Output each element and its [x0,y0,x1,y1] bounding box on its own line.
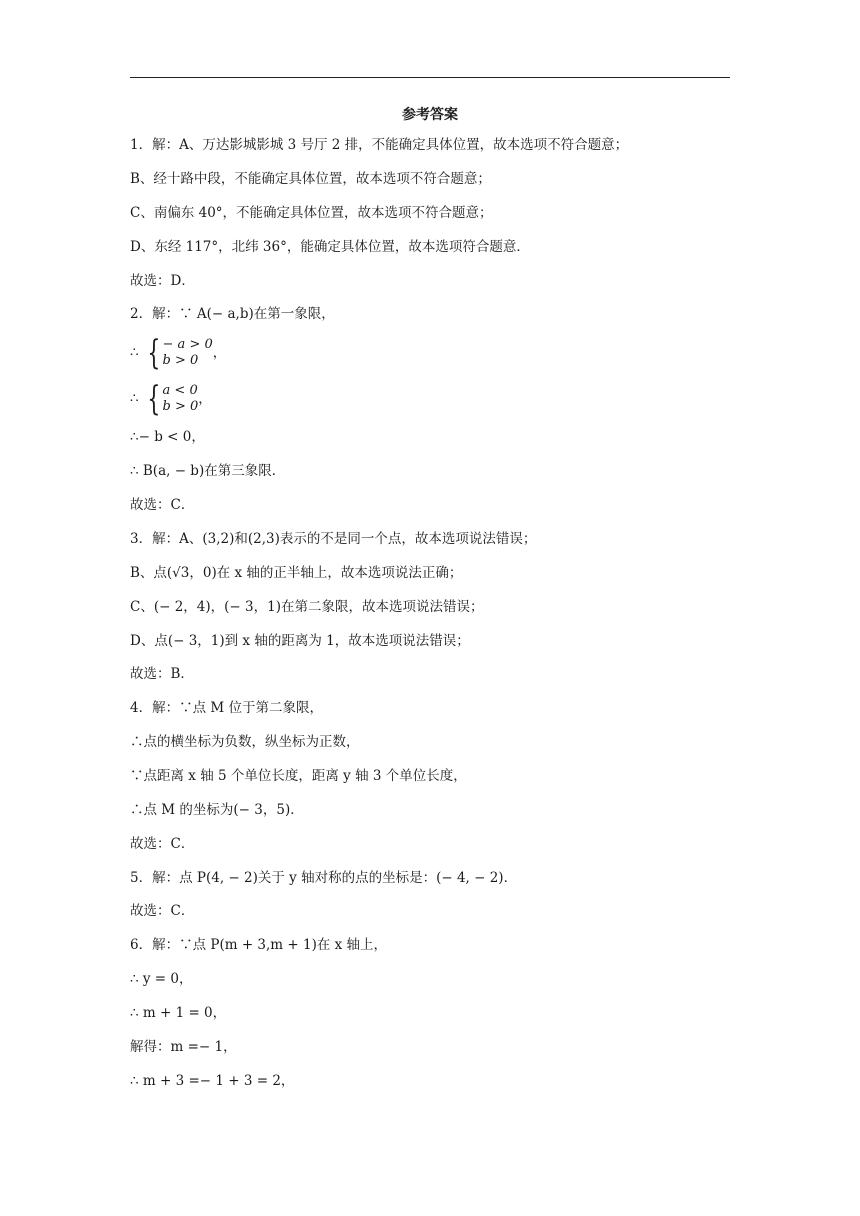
brace-icon: { [147,333,161,373]
system-row: b > 0 [162,353,199,368]
therefore-symbol: ∴ [130,390,139,407]
answer-line: 故选：B． [130,666,194,682]
system-row: b > 0 [162,399,199,414]
answer-line: ∴ B(a, − b)在第三象限． [130,463,286,479]
answer-line: ∴ m + 3 =− 1 + 3 = 2， [130,1073,295,1089]
answer-line: D、点(− 3，1)到 x 轴的距离为 1，故本选项说法错误； [130,633,470,649]
answer-line: 故选：C． [130,836,195,852]
answer-line: ∴− b < 0， [130,429,205,445]
answer-line: D、东经 117°，北纬 36°，能确定具体位置，故本选项符合题意． [130,239,530,255]
answer-line: B、经十路中段，不能确定具体位置，故本选项不符合题意； [130,171,491,187]
answer-line: 故选：C． [130,903,195,919]
answer-line: 故选：D． [130,273,195,289]
answer-line: C、(− 2，4)，(− 3，1)在第二象限，故本选项说法错误； [130,599,484,615]
answer-line: ∴ y = 0， [130,971,193,987]
system-row: − a > 0 [162,337,213,352]
system-line [130,379,212,419]
equation-system [143,379,212,419]
answer-line: 3．解：A、(3,2)和(2,3)表示的不是同一个点，故本选项说法错误； [130,531,537,547]
answer-line: 6．解：∵点 P(m + 3,m + 1)在 x 轴上， [130,937,388,953]
answer-line: 故选：C． [130,497,195,513]
answer-line: 解得：m =− 1， [130,1039,237,1055]
brace-icon: { [147,379,161,419]
system-row: a < 0 [162,383,198,398]
answer-line: 1．解：A、万达影城影城 3 号厅 2 排，不能确定具体位置，故本选项不符合题意； [130,137,629,153]
answer-line: B、点(√3，0)在 x 轴的正半轴上，故本选项说法正确； [130,565,463,581]
system-tail: ， [198,391,212,407]
system-tail: ， [212,345,227,361]
header-rule [130,77,730,78]
answer-line: ∵点距离 x 轴 5 个单位长度，距离 y 轴 3 个单位长度， [130,768,467,784]
page-title: 参考答案 [402,107,458,123]
answer-line: C、南偏东 40°，不能确定具体位置，故本选项不符合题意； [130,205,493,221]
answer-line: ∴点的横坐标为负数，纵坐标为正数， [130,734,360,750]
therefore-symbol: ∴ [130,344,139,361]
answer-line: 2．解：∵ A(− a,b)在第一象限， [130,306,335,322]
answer-line: ∴点 M 的坐标为(− 3，5)． [130,802,304,818]
answer-line: ∴ m + 1 = 0， [130,1005,227,1021]
answer-line: 5．解：点 P(4, − 2)关于 y 轴对称的点的坐标是：(− 4, − 2)． [130,870,518,886]
equation-system [143,333,227,373]
answer-line: 4．解：∵点 M 位于第二象限， [130,700,323,716]
system-line [130,333,227,373]
